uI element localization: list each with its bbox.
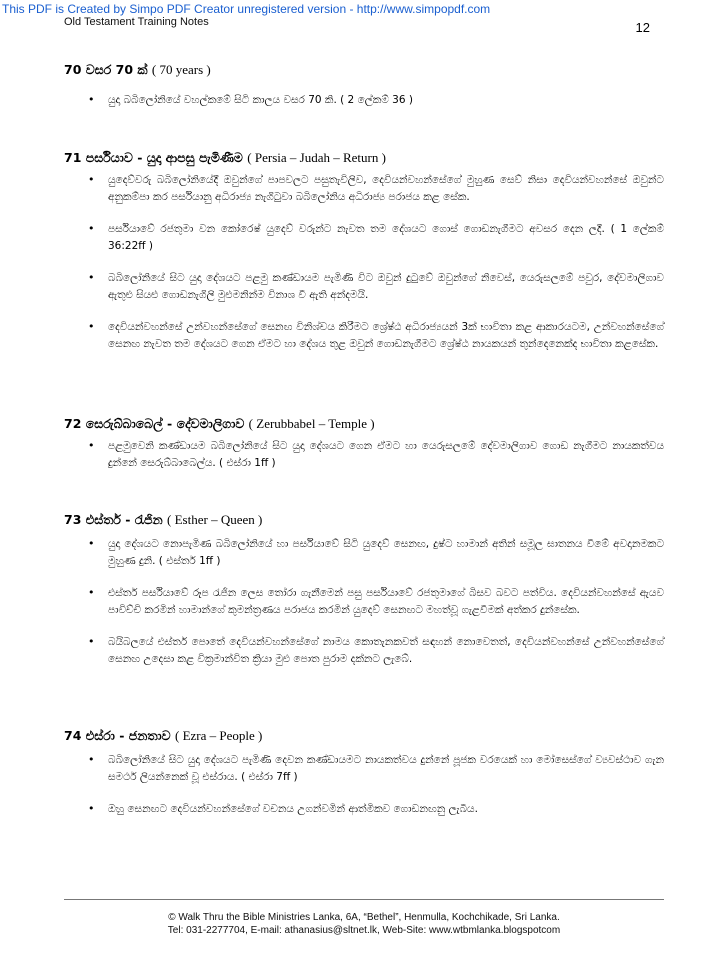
bullet-text: පර්සියාවේ රජතුමා වන කෝරෙෂ් යුදෙව් වරුන්ට නැවත තම දේශයට ගොස් ගොඩනැගීමට අවසර දෙන ලදී. ( 1 ලේකම් 36:22ff ) bbox=[108, 223, 664, 252]
bullet-text: බබිලෝනියේ සිට යුදා දේශයට පැමිණි දෙවන කණ්ඩායමට නායකත්වය දුන්නේ පූජක වරයෙක් හා මෝසෙස්ගේ ව්‍යවස්ථාව ගැන සමර්ථ ලියන්නෙක් වූ එස්රාය. ( එස්රා 7ff ) bbox=[108, 754, 664, 783]
bullet-text: පළමුවෙනි කණ්ඩායම බබිලෝනියේ සිට යුදා දේශයට ගෙන ඒමට හා යෙරුසලමේ දේවමාලිගාව ගොඩ නැගීමට නායකත්වය දුන්නේ සෙරුබ්බාබෙල්ය. ( එස්රා 1ff ) bbox=[108, 440, 664, 469]
list-item bbox=[64, 801, 664, 818]
section-72 bbox=[64, 416, 664, 487]
bullet-icon: • bbox=[88, 93, 95, 106]
bullet-list bbox=[64, 172, 664, 352]
bullet-icon: • bbox=[88, 439, 95, 452]
bullet-icon: • bbox=[88, 537, 95, 550]
section-number: 73 bbox=[64, 512, 82, 527]
section-title-english: ( Persia – Judah – Return ) bbox=[247, 150, 386, 165]
section-heading bbox=[64, 728, 664, 744]
section-heading bbox=[64, 150, 664, 166]
bullet-icon: • bbox=[88, 802, 95, 815]
section-number: 74 bbox=[64, 728, 82, 743]
bullet-text: එස්තර් පර්සියාවේ රූප රැජින ලෙස තෝරා ගැනීමෙන් පසු පර්සියාවේ රජතුමාගේ බිසව බවට පත්විය. දෙවියන්වහන්සේ ඇයව පාවිච්චි කරමින් හාමාන්ගේ කුමන්ත්‍රණය පරාජය කරමින් යුදෙව් සෙනඟට මහත්වූ ගැළවීමක් අත්කර දුන්සේක. bbox=[108, 587, 664, 616]
bullet-icon: • bbox=[88, 586, 95, 599]
section-heading bbox=[64, 416, 664, 432]
list-item bbox=[64, 270, 664, 303]
section-heading bbox=[64, 62, 664, 78]
list-item bbox=[64, 585, 664, 618]
bullet-text: යුදා බබිලෝනියේ වහල්කමේ සිටි කාලය වසර 70 කි. ( 2 ලේකම් 36 ) bbox=[108, 94, 413, 106]
list-item bbox=[64, 92, 664, 109]
bullet-icon: • bbox=[88, 753, 95, 766]
section-title-english: ( Ezra – People ) bbox=[175, 728, 263, 743]
bullet-icon: • bbox=[88, 320, 95, 333]
section-74 bbox=[64, 728, 664, 834]
list-item bbox=[64, 752, 664, 785]
pdf-creator-watermark: This PDF is Created by Simpo PDF Creator unregistered version - http://www.simpopdf.com bbox=[2, 2, 491, 16]
footer-contact: Tel: 031-2277704, E-mail: athanasius@sltnet.lk, Web-Site: www.wtbmlanka.blogspotcom bbox=[167, 925, 561, 936]
page-footer bbox=[64, 911, 664, 937]
list-item bbox=[64, 319, 664, 352]
section-title-sinhala: සෙරුබ්බාබෙල් - දේවමාලිගාව bbox=[85, 416, 245, 431]
section-title-sinhala: පර්සියාව - යුදා ආපසු පැමිණීම bbox=[85, 150, 243, 165]
section-heading bbox=[64, 512, 664, 528]
bullet-text: බබිලෝනියේ සිට යුදා දේශයට පළමු කණ්ඩායම පැමිණි විට ඔවුන් දුටුවේ ඔවුන්ගේ නිවෙස්, යෙරුසලමේ පවුර, දේවමාලිගාව ඇතුළු සියළු ගොඩනැගිලි මුළුමනින්ම විනාශ වී ඇති අන්දමයි. bbox=[108, 272, 664, 301]
section-number: 71 bbox=[64, 150, 82, 165]
bullet-text: යුදා දේශයට නොපැමිණ බබිලෝනියේ හා පර්සියාවේ සිටි යුදෙව් සෙනඟ, දුෂ්ට හාමාන් අතින් සමූල ඝාතනය වීමේ අවදානමකට මුහුණ දුනි. ( එස්තර් 1ff ) bbox=[108, 538, 664, 567]
list-item bbox=[64, 438, 664, 471]
section-number: 70 bbox=[64, 62, 82, 77]
document-header-title: Old Testament Training Notes bbox=[64, 16, 209, 28]
footer-copyright: © Walk Thru the Bible Ministries Lanka, 6A, “Bethel”, Henmulla, Kochchikade, Sri Lanka. bbox=[168, 912, 560, 923]
bullet-text: ඔහු සෙනඟට දෙවියන්වහන්සේගේ වචනය උගන්වමින් ආත්මිකව ගොඩනඟනු ලැබීය. bbox=[108, 803, 478, 815]
bullet-text: යුදෙව්වරු බබිලෝනියේදී ඔවුන්ගේ පාපවලට පසුතැවිලිව, දෙවියන්වහන්සේගේ මුහුණ සෙව් නිසා දෙවියන්වහන්සේ ඔවුන්ට අනුකම්පා කර පර්සියානු අධිරාජ්‍ය නැගිටුවා බබිලෝනිය අධිරාජ්‍ය පරාජය කළ සේක. bbox=[108, 174, 664, 203]
list-item bbox=[64, 172, 664, 205]
bullet-text: බයිබලයේ එස්තර් පොතේ දෙවියන්වහන්සේගේ නාමය කොතැනකවත් සඳහන් නොවෙතත්, දෙවියන්වහන්සේ උන්වහන්සේගේ සෙනඟ උදෙසා කළ වික්‍රමාන්විත ක්‍රියා මුළු පොත පුරාම දක්නට ලැබේ. bbox=[108, 636, 664, 665]
bullet-list bbox=[64, 92, 664, 109]
section-title-english: ( 70 years ) bbox=[151, 62, 211, 77]
section-title-sinhala: එස්තර් - රැජින bbox=[85, 512, 163, 527]
bullet-icon: • bbox=[88, 271, 95, 284]
bullet-icon: • bbox=[88, 635, 95, 648]
section-title-sinhala: වසර 70 ක් bbox=[85, 62, 148, 77]
section-title-english: ( Esther – Queen ) bbox=[167, 512, 263, 527]
bullet-list bbox=[64, 752, 664, 818]
section-title-english: ( Zerubbabel – Temple ) bbox=[248, 416, 375, 431]
section-71 bbox=[64, 150, 664, 368]
section-title-sinhala: එස්රා - ජනතාව bbox=[85, 728, 171, 743]
list-item bbox=[64, 221, 664, 254]
bullet-list bbox=[64, 438, 664, 471]
page-number: 12 bbox=[635, 20, 650, 35]
bullet-text: දෙවියන්වහන්සේ උන්වහන්සේගේ සෙනඟ විනිශ්චය කිරීමට ශ්‍රේෂ්ඨ අධිරාජ්‍යයන් 3ක් භාවිතා කළ ආකාරයටම, උන්වහන්සේගේ සෙනඟ නැවත තම දේශයට ගෙන ඒමට හා දේශය තුළ ඔවුන් ගොඩනැගීමට ශ්‍රේෂ්ඨ නායකයන් තුන්දෙනෙක්ද භාවිතා කළසේක. bbox=[108, 321, 664, 350]
list-item bbox=[64, 536, 664, 569]
section-73 bbox=[64, 512, 664, 683]
footer-divider bbox=[64, 899, 664, 900]
bullet-list bbox=[64, 536, 664, 667]
bullet-icon: • bbox=[88, 222, 95, 235]
bullet-icon: • bbox=[88, 173, 95, 186]
section-70 bbox=[64, 62, 664, 125]
section-number: 72 bbox=[64, 416, 82, 431]
list-item bbox=[64, 634, 664, 667]
